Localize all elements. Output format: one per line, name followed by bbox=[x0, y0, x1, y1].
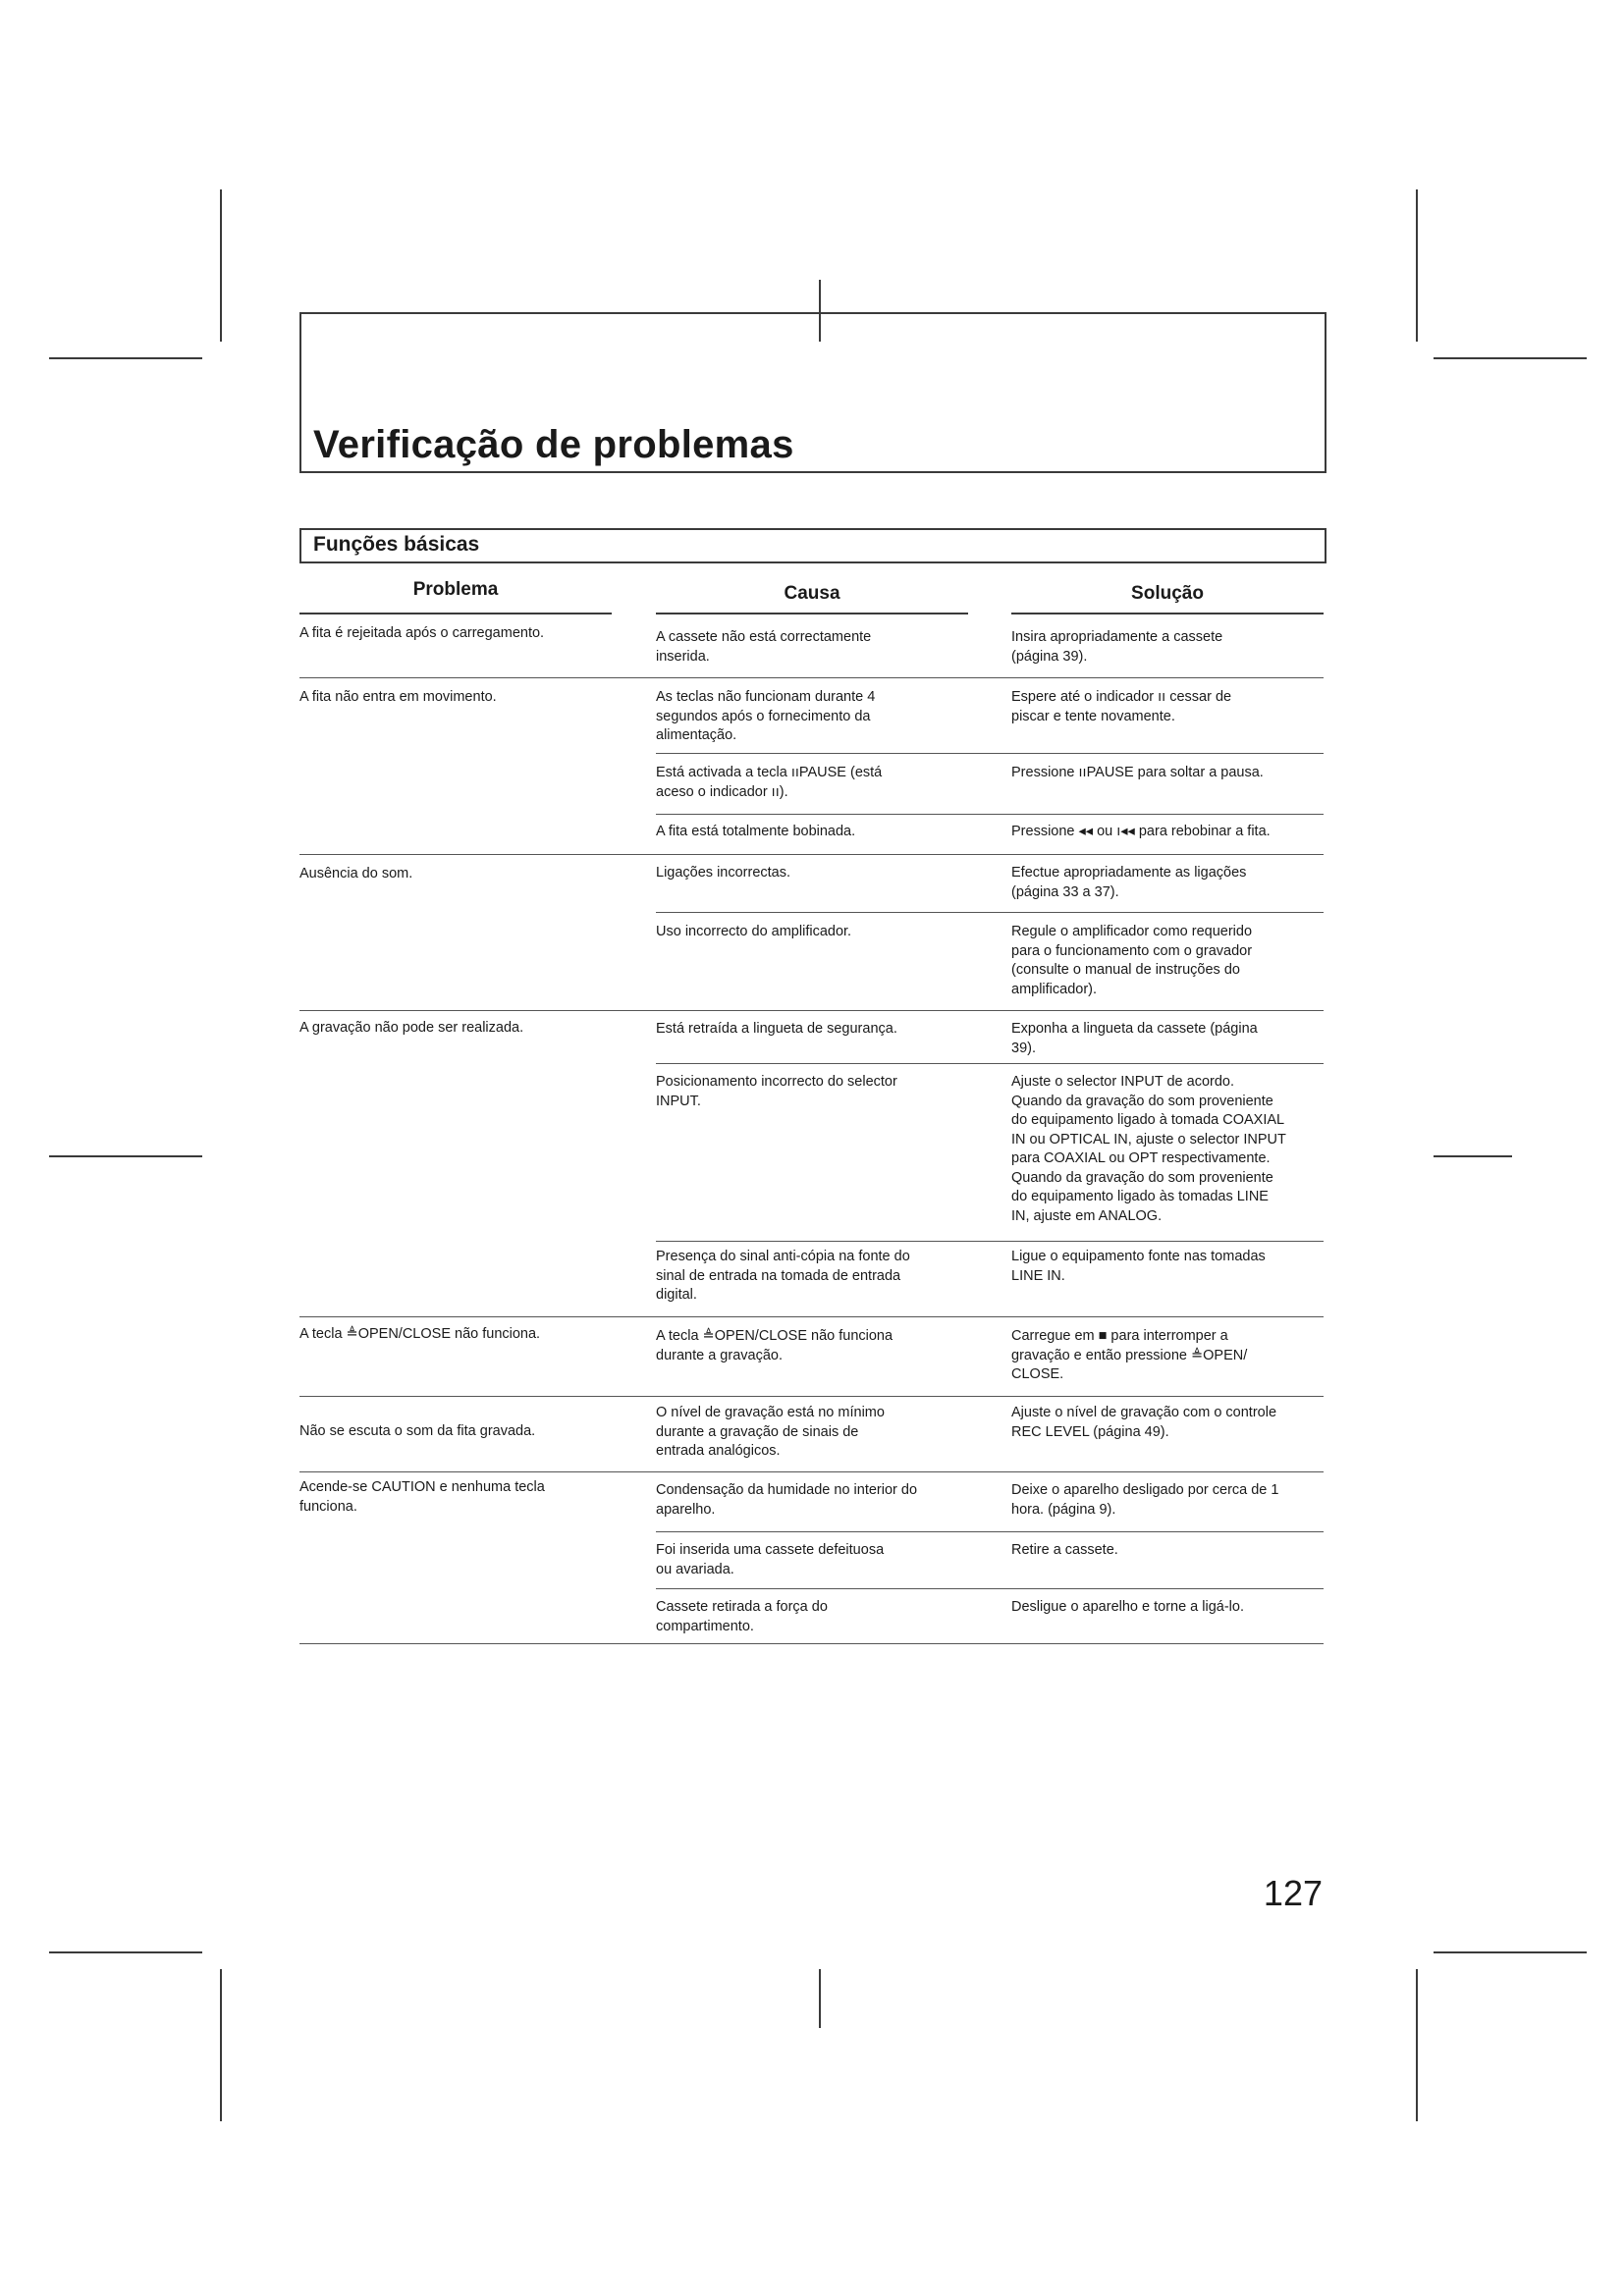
cause-solution-row bbox=[656, 1531, 1324, 1589]
page-title: Verificação de problemas bbox=[313, 423, 794, 466]
problem-cell: A tecla ≜OPEN/CLOSE não funciona. bbox=[299, 1326, 541, 1342]
crop-mark bbox=[1434, 1155, 1512, 1157]
column-header-problema: Problema bbox=[299, 579, 612, 614]
problem-cell: Não se escuta o som da fita gravada. bbox=[299, 1423, 536, 1439]
cause-cell: As teclas não funcionam durante 4 segundos após o fornecimento da alimentação. bbox=[656, 689, 876, 743]
cause-solution-row bbox=[656, 753, 1324, 815]
crop-mark bbox=[1416, 1969, 1418, 2121]
solution-cell: Insira apropriadamente a cassete (página 39). bbox=[1011, 629, 1223, 665]
problem-cell: Ausência do som. bbox=[299, 866, 413, 881]
cause-solution-row bbox=[656, 614, 1324, 678]
solution-cell: Efectue apropriadamente as ligações (página 33 a 37). bbox=[1011, 865, 1247, 900]
table-row-group bbox=[299, 614, 1324, 678]
solution-cell: Pressione ııPAUSE para soltar a pausa. bbox=[1011, 765, 1264, 780]
cause-cell: Presença do sinal anti-cópia na fonte do sinal de entrada na tomada de entrada digital. bbox=[656, 1249, 910, 1303]
cause-solution-row bbox=[656, 678, 1324, 753]
crop-mark bbox=[220, 1969, 222, 2121]
cause-solution-row bbox=[656, 1397, 1324, 1472]
cause-cell: A fita está totalmente bobinada. bbox=[656, 824, 856, 839]
cause-cell: O nível de gravação está no mínimo durante a gravação de sinais de entrada analógicos. bbox=[656, 1405, 885, 1459]
cause-cell: Condensação da humidade no interior do aparelho. bbox=[656, 1482, 918, 1518]
solution-cell: Regule o amplificador como requerido para o funcionamento com o gravador (consulte o manual de instruções do amplificador). bbox=[1011, 924, 1253, 997]
crop-mark bbox=[1434, 357, 1587, 359]
cause-solution-row bbox=[656, 1241, 1324, 1318]
crop-mark bbox=[49, 357, 202, 359]
cause-solution-row bbox=[656, 912, 1324, 1012]
cause-cell: A tecla ≜OPEN/CLOSE não funciona durante a gravação. bbox=[656, 1328, 893, 1363]
problem-cell: A gravação não pode ser realizada. bbox=[299, 1020, 524, 1036]
solution-cell: Ajuste o selector INPUT de acordo. Quando da gravação do som proveniente do equipamento ligado à tomada COAXIAL IN ou OPTICAL IN, ajuste o selector INPUT para COAXIAL ou OPT respectivamente. Quando da gravação do som proveniente do equipamento ligado às tomadas LINE IN, ajuste em ANALOG. bbox=[1011, 1074, 1286, 1224]
table-row-group bbox=[299, 1011, 1324, 1317]
solution-cell: Deixe o aparelho desligado por cerca de 1 hora. (página 9). bbox=[1011, 1482, 1279, 1518]
cause-cell: Está activada a tecla ııPAUSE (está aceso o indicador ıı). bbox=[656, 765, 883, 800]
crop-mark bbox=[1434, 1951, 1587, 1953]
section-box bbox=[299, 528, 1326, 563]
cause-cell: Cassete retirada a força do compartimento. bbox=[656, 1599, 828, 1634]
solution-cell: Exponha a lingueta da cassete (página 39). bbox=[1011, 1021, 1258, 1056]
solution-cell: Ligue o equipamento fonte nas tomadas LINE IN. bbox=[1011, 1249, 1266, 1284]
table-row-group bbox=[299, 1472, 1324, 1644]
problem-cell: A fita não entra em movimento. bbox=[299, 689, 497, 705]
solution-cell: Ajuste o nível de gravação com o controle REC LEVEL (página 49). bbox=[1011, 1405, 1277, 1440]
solution-cell: Espere até o indicador ıı cessar de piscar e tente novamente. bbox=[1011, 689, 1232, 724]
cause-solution-row bbox=[656, 855, 1324, 912]
cause-solution-row bbox=[656, 1011, 1324, 1063]
solution-cell: Retire a cassete. bbox=[1011, 1542, 1118, 1558]
cause-solution-row bbox=[656, 1472, 1324, 1531]
table-row-group bbox=[299, 1397, 1324, 1472]
problem-cell: Acende-se CAUTION e nenhuma tecla funciona. bbox=[299, 1479, 545, 1515]
cause-solution-row bbox=[656, 1317, 1324, 1397]
cause-solution-row bbox=[656, 1063, 1324, 1242]
section-title: Funções básicas bbox=[313, 533, 480, 556]
cause-cell: Está retraída a lingueta de segurança. bbox=[656, 1021, 897, 1037]
crop-mark bbox=[220, 189, 222, 342]
crop-mark bbox=[1416, 189, 1418, 342]
cause-cell: Foi inserida uma cassete defeituosa ou avariada. bbox=[656, 1542, 885, 1577]
solution-cell: Desligue o aparelho e torne a ligá-lo. bbox=[1011, 1599, 1244, 1615]
cause-cell: A cassete não está correctamente inserida. bbox=[656, 629, 872, 665]
problem-cell: A fita é rejeitada após o carregamento. bbox=[299, 625, 545, 641]
table-row-group bbox=[299, 678, 1324, 855]
cause-solution-row bbox=[656, 1588, 1324, 1645]
crop-mark bbox=[49, 1155, 202, 1157]
cause-cell: Ligações incorrectas. bbox=[656, 865, 791, 881]
table-row-group bbox=[299, 855, 1324, 1011]
table-row-group bbox=[299, 1317, 1324, 1397]
cause-solution-row bbox=[656, 814, 1324, 856]
solution-cell: Pressione ◂◂ ou ı◂◂ para rebobinar a fita. bbox=[1011, 824, 1271, 839]
cause-cell: Uso incorrecto do amplificador. bbox=[656, 924, 852, 939]
column-header-causa: Causa bbox=[656, 583, 968, 614]
crop-mark bbox=[49, 1951, 202, 1953]
title-box bbox=[299, 312, 1326, 473]
cause-cell: Posicionamento incorrecto do selector INPUT. bbox=[656, 1074, 897, 1109]
page-number: 127 bbox=[1263, 1873, 1323, 1913]
crop-mark bbox=[819, 1969, 821, 2028]
solution-cell: Carregue em ■ para interromper a gravação e então pressione ≜OPEN/ CLOSE. bbox=[1011, 1328, 1248, 1382]
column-header-solucao: Solução bbox=[1011, 583, 1324, 614]
